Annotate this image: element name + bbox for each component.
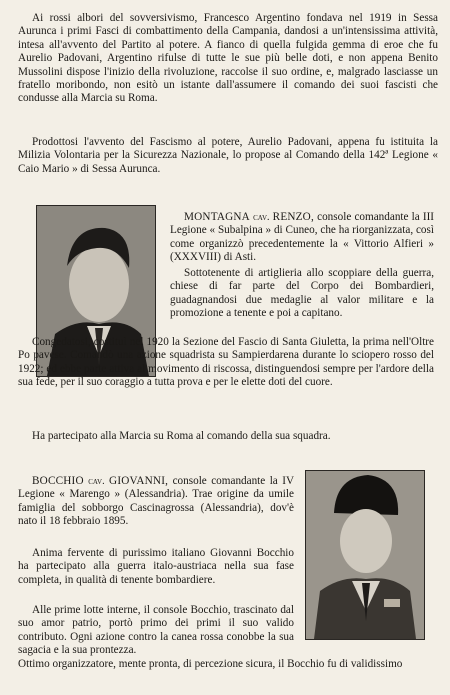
bocchio-firstname: GIOVANNI, — [109, 475, 169, 487]
intro-paragraph-1: Ai rossi albori del sovversivismo, Francesco Argentino fondava nel 1919 in Sessa Aurunca i primi Fasci di combattimento della Campania, dandosi a un'intensissima attività, intesa all'avvento del Partito al potere. A fianco di quella fulgida gemma di eroe che fu Aurelio Padovani, Argentino rifulse di tutte le sue più belle doti, e non appena Benito Mussolini dispose l'inizio della rivoluzione, raccolse il suo ordine, e, malgrado lasciasse un fratello moribondo, non esitò un istante dall'assumere il comando dei suoi fascisti che condusse alla Marcia su Roma. — [18, 12, 438, 105]
portrait-uniformed-man-icon — [306, 471, 424, 639]
montagna-paragraph-4: Ha partecipato alla Marcia su Roma al comando della sua squadra. — [32, 430, 331, 442]
montagna-paragraph-1 — [170, 211, 434, 265]
bocchio-paragraph-1 — [18, 475, 294, 529]
montagna-title: cav. — [253, 212, 270, 223]
bocchio-paragraph-2: Anima fervente di purissimo italiano Giovanni Bocchio ha partecipato alla guerra italo-austriaca nella sua fase completa, in qualità di tenente bombardiere. — [18, 547, 294, 586]
intro-paragraph-2: Prodottosi l'avvento del Fascismo al potere, Aurelio Padovani, appena fu istituita la Milizia Volontaria per la Sicurezza Nazionale, lo propose al Comando della 142ª Legione « Caio Mario » di Sessa Aurunca. — [18, 136, 438, 175]
bocchio-surname: BOCCHIO — [32, 475, 84, 487]
montagna-paragraph-2: Sottotenente di artiglieria allo scoppiare della guerra, chiese di far parte del Corpo dei Bombardieri, guadagnandosi due medaglie al valor militare e la promozione a tenente e poi a capitano. — [170, 267, 434, 320]
bocchio-paragraph-3-continued: Ottimo organizzatore, mente pronta, di percezione sicura, il Bocchio fu di validissimo — [18, 658, 403, 670]
montagna-paragraph-3: Congedatosi, costituì nel 1920 la Sezione del Fascio di Santa Giuletta, la prima nell'Oltre Po pavese. Comandò una azione squadrista su Sampierdarena durante lo sciopero rosso del 1922; ed ebbe parte attiva al movimento di riscossa, distinguendosi sempre per l'ardore della sua fede, per il suo coraggio a tutta prova e per le elette doti del cuore. — [18, 336, 434, 389]
montagna-text-1: console comandante la III Legione « Subalpina » di Cuneo, che ha riorganizzata, così come organizzò precedentemente la « Vittorio Alfieri » (XXXVIII) di Asti. — [170, 211, 435, 264]
montagna-firstname: RENZO, — [272, 211, 314, 223]
bocchio-paragraph-3: Alle prime lotte interne, il console Bocchio, trascinato dal suo amor patrio, portò primo dei primi il suo valido contributo. Ogni azione contro la canea rossa conobbe la sua sagacia e la sua prontezza. — [18, 604, 294, 657]
bocchio-text-1: console comandante la IV Legione « Marengo » (Alessandria). Trae origine da umile famiglia del sobborgo Cascinagrossa (Alessandria), dov'è nato il 18 febbraio 1895. — [18, 475, 295, 528]
bocchio-portrait-photo — [305, 470, 425, 640]
montagna-surname: MONTAGNA — [184, 211, 250, 223]
bocchio-title: cav. — [88, 476, 105, 487]
